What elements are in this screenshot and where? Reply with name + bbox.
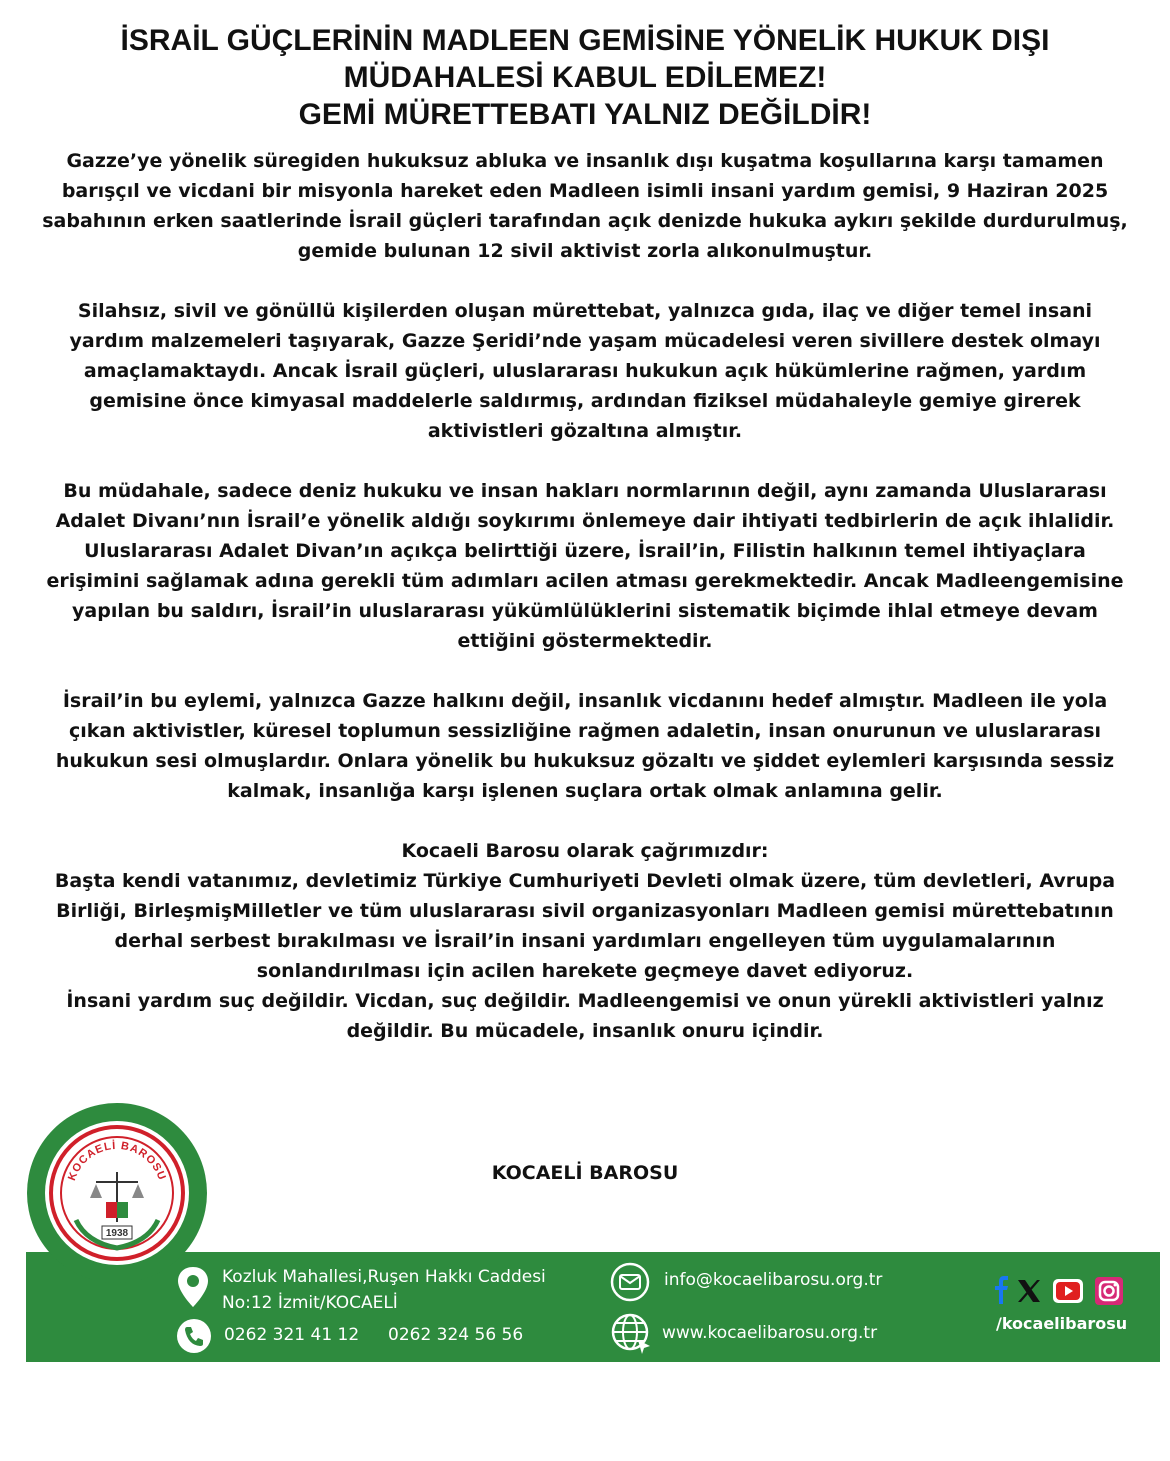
signature: KOCAELİ BAROSU — [491, 1162, 679, 1184]
paragraph-2: Silahsız, sivil ve gönüllü kişilerden oluşan mürettebat, yalnızca gıda, ilaç ve diğer temel insani yardım malzemeleri taşıyarak, Gazze Şeridi’nde yaşam mücadelesi veren sivillere destek olmayı amaçlamaktaydı. Ancak İsrail güçleri, uluslararası hukukun açık hükümlerine rağmen, yardım gemisine önce kimyasal maddelerle saldırmış, ardından fiziksel müdahaleyle gemiye girerek aktivistleri gözaltına almıştır. — [69, 300, 1101, 442]
phone-number-2[interactable]: 0262 324 56 56 — [388, 1325, 524, 1345]
seal-text: KOCAELİ BAROSU — [65, 1139, 169, 1183]
facebook-icon[interactable] — [990, 1276, 1012, 1304]
youtube-icon[interactable] — [1052, 1276, 1084, 1306]
document-title — [40, 22, 1130, 133]
bar-association-seal — [26, 1102, 208, 1284]
email-link[interactable]: info@kocaelibarosu.org.tr — [664, 1270, 883, 1290]
address-line-1: Kozluk Mahallesi,Ruşen Hakkı Caddesi — [222, 1267, 546, 1287]
call-heading: Kocaeli Barosu olarak çağrımızdır: — [401, 840, 769, 862]
paragraph-4: İsrail’in bu eylemi, yalnızca Gazze halkını değil, insanlık vicdanını hedef almıştır. Madleen ile yola çıkan aktivistler, küresel toplumun sessizliğine rağmen adaletin, insan onurunun ve uluslararası hukukun sesi olmuşlardır. Onlara yönelik bu hukuksuz gözaltı ve şiddet eylemleri karşısında sessiz kalmak, insanlığa karşı işlenen suçlara ortak olmak anlamına gelir. — [55, 690, 1115, 802]
paragraph-1: Gazze’ye yönelik süregiden hukuksuz abluka ve insanlık dışı kuşatma koşullarına karşı tamamen barışçıl ve vicdani bir misyonla hareket eden Madleen isimli insani yardım gemisi, 9 Haziran 2025 sabahının erken saatlerinde İsrail güçleri tarafından açık denizde hukuka aykırı şekilde durdurulmuş, gemide bulunan 12 sivil aktivist zorla alıkonulmuştur. — [42, 150, 1128, 262]
paragraph-6: İnsani yardım suç değildir. Vicdan, suç değildir. Madleengemisi ve onun yürekli aktivistleri yalnız değildir. Bu mücadele, insanlık onuru içindir. — [66, 990, 1104, 1042]
seal-year: 1938 — [105, 1228, 129, 1239]
document-body — [40, 146, 1130, 1046]
globe-icon — [610, 1312, 654, 1356]
social-handle[interactable]: /kocaelibarosu — [996, 1314, 1128, 1333]
address-line-2: No:12 İzmit/KOCAELİ — [222, 1293, 398, 1313]
website-link[interactable]: www.kocaelibarosu.org.tr — [662, 1323, 878, 1343]
location-pin-icon — [176, 1266, 210, 1308]
phone-icon — [176, 1318, 212, 1354]
title-line-1: İSRAİL GÜÇLERİNİN MADLEEN GEMİSİNE YÖNELİK HUKUK DIŞI — [120, 24, 1050, 57]
title-line-2: MÜDAHALESİ KABUL EDİLEMEZ! — [343, 61, 827, 94]
x-icon[interactable] — [1016, 1278, 1042, 1304]
instagram-icon[interactable] — [1094, 1276, 1124, 1306]
title-line-3: GEMİ MÜRETTEBATI YALNIZ DEĞİLDİR! — [298, 98, 872, 131]
mail-icon — [610, 1262, 650, 1302]
paragraph-5: Başta kendi vatanımız, devletimiz Türkiye Cumhuriyeti Devleti olmak üzere, tüm devletleri, Avrupa Birliği, BirleşmişMilletler ve tüm uluslararası sivil organizasyonları Madleen gemisi mürettebatının derhal serbest bırakılması ve İsrail’in insani yardımları engelleyen tüm uygulamalarının sonlandırılması için acilen harekete geçmeye davet ediyoruz. — [54, 870, 1116, 982]
phone-number-1[interactable]: 0262 321 41 12 — [224, 1325, 360, 1345]
paragraph-3: Bu müdahale, sadece deniz hukuku ve insan hakları normlarının değil, aynı zamanda Uluslararası Adalet Divanı’nın İsrail’e yönelik aldığı soykırımı önlemeye dair ihtiyati tedbirlerin de açık ihlalidir. Uluslararası Adalet Divan’ın açıkça belirttiği üzere, İsrail’in, Filistin halkının temel ihtiyaçlara erişimini sağlamak adına gerekli tüm adımları acilen atması gerekmektedir. Ancak Madleengemisine yapılan bu saldırı, İsrail’in uluslararası yükümlülüklerini sistematik biçimde ihlal etmeye devam ettiğini göstermektedir. — [46, 480, 1124, 652]
